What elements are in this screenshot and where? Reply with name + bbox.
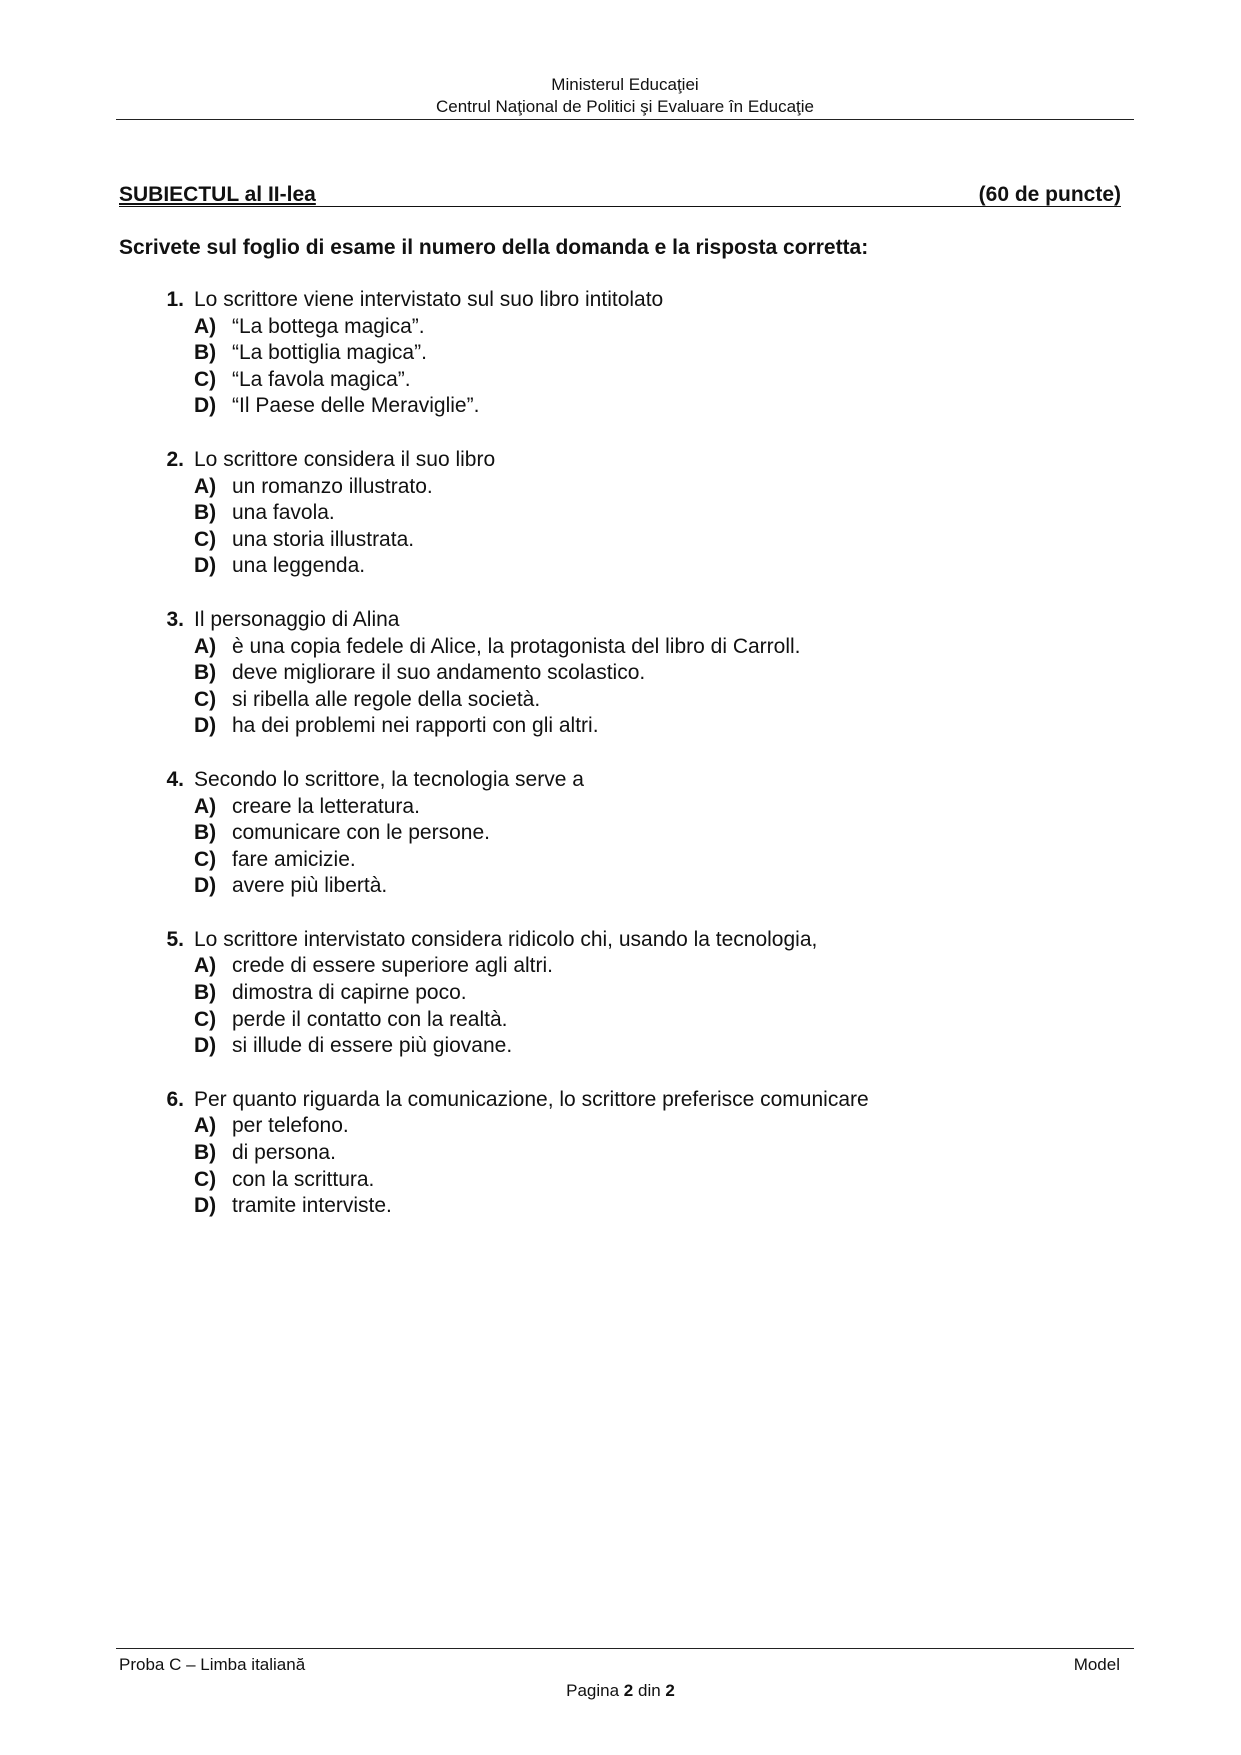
- option-letter: C): [194, 527, 217, 551]
- option-c: [194, 527, 1110, 554]
- option-letter: A): [194, 794, 217, 818]
- footer-divider: [116, 1648, 1134, 1649]
- option-letter: A): [194, 634, 217, 658]
- question-4: [150, 767, 1110, 900]
- page-total: 2: [665, 1681, 675, 1700]
- option-letter: B): [194, 501, 217, 525]
- question-stem: Il personaggio di Alina: [194, 607, 400, 631]
- page-label: Pagina: [566, 1681, 620, 1700]
- option-text: è una copia fedele di Alice, la protagonista del libro di Carroll.: [232, 634, 801, 658]
- option-text: crede di essere superiore agli altri.: [232, 954, 553, 978]
- option-text: ha dei problemi nei rapporti con gli altri.: [232, 714, 599, 738]
- option-letter: A): [194, 954, 217, 978]
- question-stem: Lo scrittore viene intervistato sul suo libro intitolato: [194, 288, 664, 311]
- question-3: [150, 607, 1110, 740]
- question-number: 1.: [166, 288, 184, 311]
- question-5: [150, 927, 1110, 1060]
- subject-heading: [119, 183, 1121, 207]
- option-letter: D): [194, 1194, 217, 1218]
- option-text: “Il Paese delle Meraviglie”.: [232, 394, 480, 418]
- question-number: 3.: [166, 607, 184, 631]
- option-text: con la scrittura.: [232, 1167, 375, 1191]
- question-stem: Lo scrittore intervistato considera ridicolo chi, usando la tecnologia,: [194, 927, 818, 951]
- option-text: tramite interviste.: [232, 1194, 392, 1218]
- option-text: di persona.: [232, 1141, 336, 1165]
- header-divider: [116, 119, 1134, 120]
- option-c: [194, 367, 1110, 394]
- option-a: [194, 474, 1110, 501]
- option-c: [194, 1007, 1110, 1034]
- option-letter: C): [194, 367, 217, 391]
- ministry-name: Ministerul Educaţiei: [551, 75, 699, 94]
- option-text: “La favola magica”.: [232, 367, 411, 391]
- option-a: [194, 1113, 1110, 1140]
- question-number: 6.: [166, 1087, 184, 1111]
- option-letter: C): [194, 1167, 217, 1191]
- option-letter: A): [194, 314, 217, 338]
- page-indicator: [0, 1681, 1241, 1701]
- option-a: [194, 634, 1110, 661]
- option-b: [194, 500, 1110, 527]
- model-label: Model: [1073, 1655, 1120, 1674]
- option-d: [194, 713, 1110, 740]
- question-list: [150, 287, 1110, 1247]
- option-letter: B): [194, 981, 217, 1005]
- question-number: 5.: [166, 927, 184, 951]
- option-text: comunicare con le persone.: [232, 821, 490, 845]
- option-text: si ribella alle regole della società.: [232, 687, 541, 711]
- option-letter: D): [194, 394, 217, 418]
- option-letter: A): [194, 474, 217, 498]
- page-current: 2: [623, 1681, 634, 1700]
- exam-name: Proba C – Limba italiană: [119, 1655, 306, 1674]
- question-stem: Secondo lo scrittore, la tecnologia serve a: [194, 767, 584, 791]
- option-text: si illude di essere più giovane.: [232, 1034, 513, 1058]
- page-of: din: [637, 1681, 661, 1700]
- option-letter: D): [194, 554, 217, 578]
- option-a: [194, 953, 1110, 980]
- option-text: creare la letteratura.: [232, 794, 420, 818]
- option-text: avere più libertà.: [232, 874, 388, 898]
- option-text: dimostra di capirne poco.: [232, 981, 467, 1005]
- question-number: 4.: [166, 767, 184, 791]
- option-text: perde il contatto con la realtà.: [232, 1007, 508, 1031]
- option-text: fare amicizie.: [232, 847, 356, 871]
- question-1: [150, 287, 1110, 420]
- option-b: [194, 660, 1110, 687]
- option-text: una favola.: [232, 501, 335, 525]
- question-6: [150, 1087, 1110, 1220]
- option-letter: C): [194, 687, 217, 711]
- option-b: [194, 340, 1110, 367]
- option-d: [194, 553, 1110, 580]
- option-text: “La bottiglia magica”.: [232, 341, 427, 365]
- option-letter: C): [194, 847, 217, 871]
- option-letter: A): [194, 1114, 217, 1138]
- option-b: [194, 820, 1110, 847]
- instruction-text: Scrivete sul foglio di esame il numero della domanda e la risposta corretta:: [119, 236, 869, 259]
- question-stem: Per quanto riguarda la comunicazione, lo scrittore preferisce comunicare: [194, 1087, 869, 1111]
- option-b: [194, 980, 1110, 1007]
- option-d: [194, 1033, 1110, 1060]
- option-letter: D): [194, 714, 217, 738]
- option-letter: B): [194, 341, 217, 365]
- option-letter: B): [194, 661, 217, 685]
- subject-title: SUBIECTUL al II-lea: [119, 183, 316, 206]
- option-text: una storia illustrata.: [232, 527, 415, 551]
- option-c: [194, 847, 1110, 874]
- option-d: [194, 393, 1110, 420]
- option-text: per telefono.: [232, 1114, 349, 1138]
- option-a: [194, 314, 1110, 341]
- document-header: [116, 74, 1134, 118]
- question-stem: Lo scrittore considera il suo libro: [194, 447, 496, 471]
- option-letter: B): [194, 1141, 217, 1165]
- subject-points: (60 de puncte): [978, 183, 1121, 206]
- question-2: [150, 447, 1110, 580]
- option-a: [194, 794, 1110, 821]
- option-letter: B): [194, 821, 217, 845]
- option-letter: C): [194, 1007, 217, 1031]
- option-letter: D): [194, 1034, 217, 1058]
- option-d: [194, 873, 1110, 900]
- option-b: [194, 1140, 1110, 1167]
- center-name: Centrul Naţional de Politici şi Evaluare în Educaţie: [436, 97, 814, 116]
- question-number: 2.: [166, 447, 184, 471]
- option-c: [194, 687, 1110, 714]
- option-d: [194, 1193, 1110, 1220]
- option-text: “La bottega magica”.: [232, 314, 425, 338]
- subject-underline: [119, 206, 1121, 207]
- option-text: una leggenda.: [232, 554, 366, 578]
- option-c: [194, 1167, 1110, 1194]
- option-letter: D): [194, 874, 217, 898]
- option-text: un romanzo illustrato.: [232, 474, 433, 498]
- option-text: deve migliorare il suo andamento scolastico.: [232, 661, 646, 685]
